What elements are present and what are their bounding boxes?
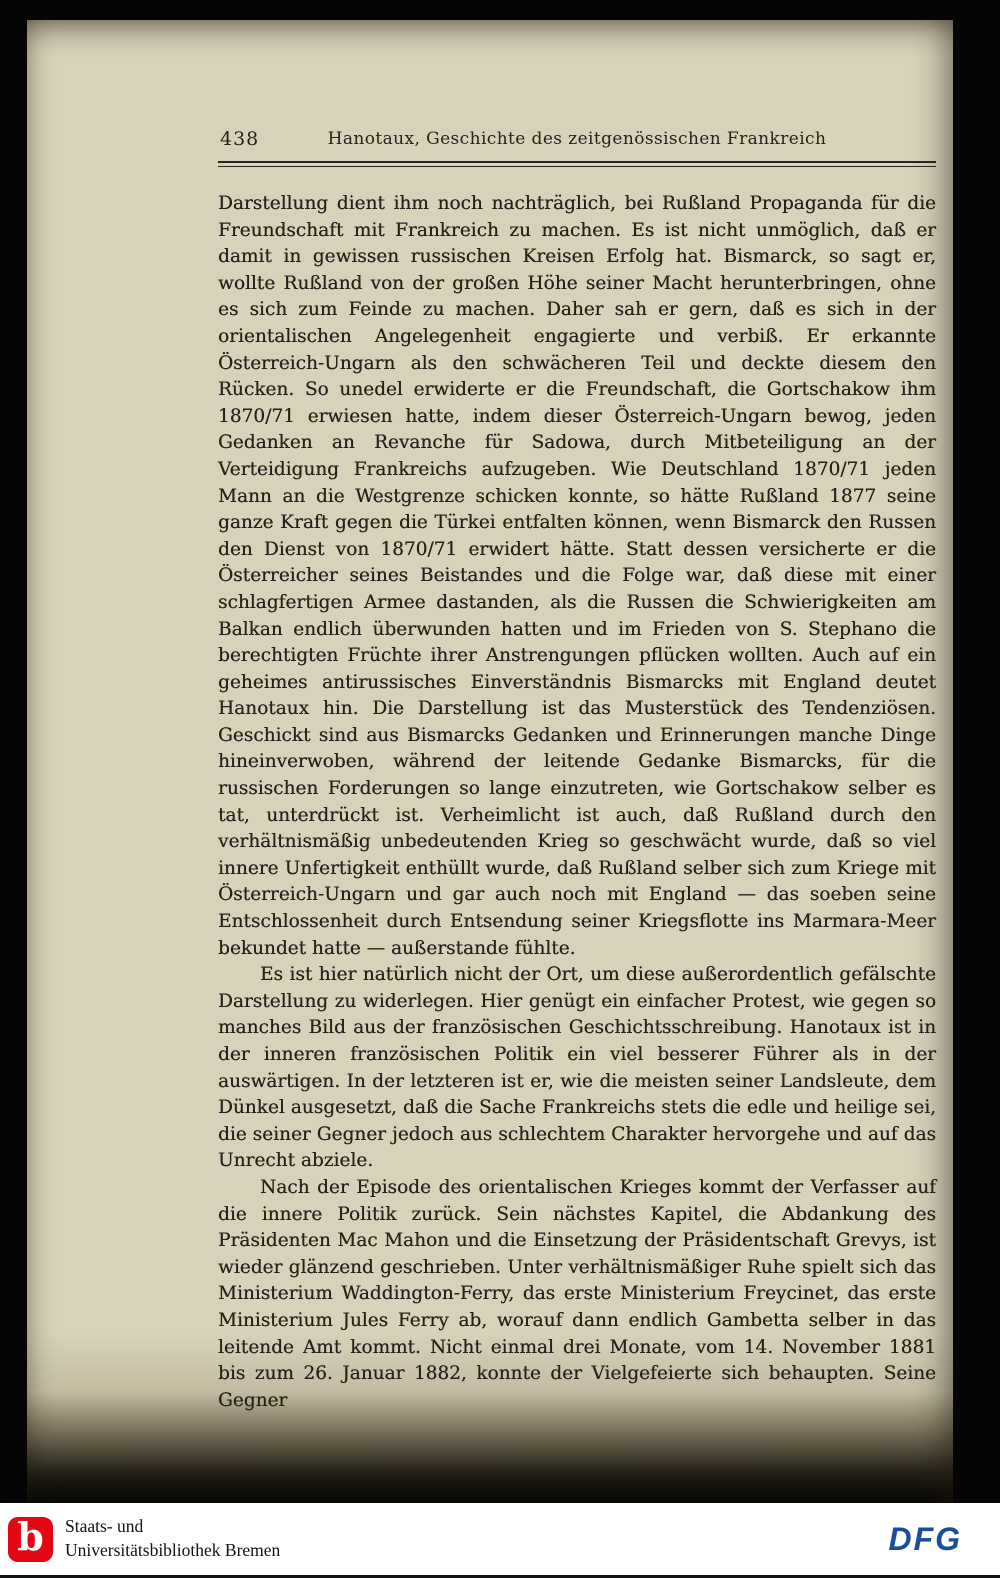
- page-text: [218, 191, 936, 1414]
- library-name-line1: Staats- und: [65, 1516, 144, 1537]
- library-logo-letter: b: [17, 1514, 44, 1559]
- footer-bar: [0, 1503, 1000, 1575]
- page-number: 438: [220, 128, 260, 150]
- paragraph-1: Darstellung dient ihm noch nachträglich, bei Rußland Propaganda für die Freundschaft mit Frankreich zu machen. Es ist nicht unmöglich, daß er damit in gewissen russischen Kreisen Erfolg hat. Bismarck, so sagt er, wollte Rußland von der großen Höhe seiner Macht herunterbringen, ohne es sich zum Feinde zu machen. Daher sah er gern, daß es sich in der orientalischen Angelegenheit engagierte und verbiß. Er erkannte Österreich-Ungarn als den schwächeren Teil und deckte diesem den Rücken. So unedel erwiderte er die Freundschaft, die Gortschakow ihm 1870/71 erwiesen hatte, indem dieser Österreich-Ungarn bewog, jeden Gedanken an Revanche für Sadowa, durch Mitbeteiligung an der Verteidigung Frankreichs aufzugeben. Wie Deutschland 1870/71 jeden Mann an die Westgrenze schicken konnte, so hätte Rußland 1877 seine ganze Kraft gegen die Türkei entfalten können, wenn Bismarck den Russen den Dienst von 1870/71 erwidert hätte. Statt dessen versicherte er die Österreicher seines Beistandes und die Folge war, daß diese mit einer schlagfertigen Armee dastanden, als die Russen die Schwierigkeiten am Balkan endlich überwunden hatten und im Frieden von S. Stephano die berechtigten Früchte ihrer Anstrengungen pflücken wollten. Auch auf ein geheimes antirussisches Einverständnis Bismarcks mit England deutet Hanotaux hin. Die Darstellung ist das Musterstück des Tendenziösen. Geschickt sind aus Bismarcks Gedanken und Erinnerungen manche Dinge hineinverwoben, während der leitende Gedanke Bismarcks, für die russischen Forderungen so lange einzutreten, wie Gortschakow selber es tat, unterdrückt ist. Verheimlicht ist auch, daß Rußland durch den verhältnismäßig unbedeutenden Krieg so geschwächt wurde, daß so viel innere Unfertigkeit enthüllt wurde, daß Rußland selber sich zum Kriege mit Österreich-Ungarn und gar auch noch mit England — das soeben seine Entschlossenheit durch Entsendung seiner Kriegsflotte ins Marmara-Meer bekundet hatte — außerstande fühlte.: [218, 193, 936, 959]
- running-title: Hanotaux, Geschichte des zeitgenössischen Frankreich: [327, 129, 827, 149]
- library-logo: [8, 1514, 53, 1562]
- library-name-line2: Universitätsbibliothek Bremen: [65, 1540, 281, 1560]
- paragraph-3: Nach der Episode des orientalischen Krieges kommt der Verfasser auf die innere Politik zurück. Sein nächstes Kapitel, die Abdankung des Präsidenten Mac Mahon und die Einsetzung der Präsidentschaft Grevys, ist wieder glänzend geschrieben. Unter verhältnismäßiger Ruhe spielt sich das Ministerium Waddington-Ferry, das erste Ministerium Freycinet, das erste Ministerium Jules Ferry ab, worauf dann endlich Gambetta selber in das leitende Amt kommt. Nicht einmal drei Monate, vom 14. November 1881 bis zum 26. Januar 1882, konnte der Vielgefeierte sich behaupten. Seine Gegner: [218, 1176, 936, 1411]
- library-name: [65, 1515, 280, 1562]
- dfg-logo: DFG: [888, 1520, 962, 1557]
- header-rule: [218, 161, 936, 167]
- paragraph-2: Es ist hier natürlich nicht der Ort, um diese außerordentlich gefälschte Darstellung zu widerlegen. Hier genügt ein einfacher Protest, wie gegen so manches Bild aus der französischen Geschichtsschreibung. Hanotaux ist in der inneren französischen Politik ein viel besserer Führer als in der auswärtigen. In der letzteren ist er, wie die meisten seiner Landsleute, dem Dünkel ausgesetzt, daß die Sache Frankreichs stets die edle und heilige sei, die seiner Gegner jedoch aus schlechtem Charakter hervorgehe und auf das Unrecht abziele.: [218, 964, 936, 1172]
- page-content: [218, 128, 936, 1414]
- book-page: [27, 20, 953, 1503]
- page-header: [218, 128, 936, 154]
